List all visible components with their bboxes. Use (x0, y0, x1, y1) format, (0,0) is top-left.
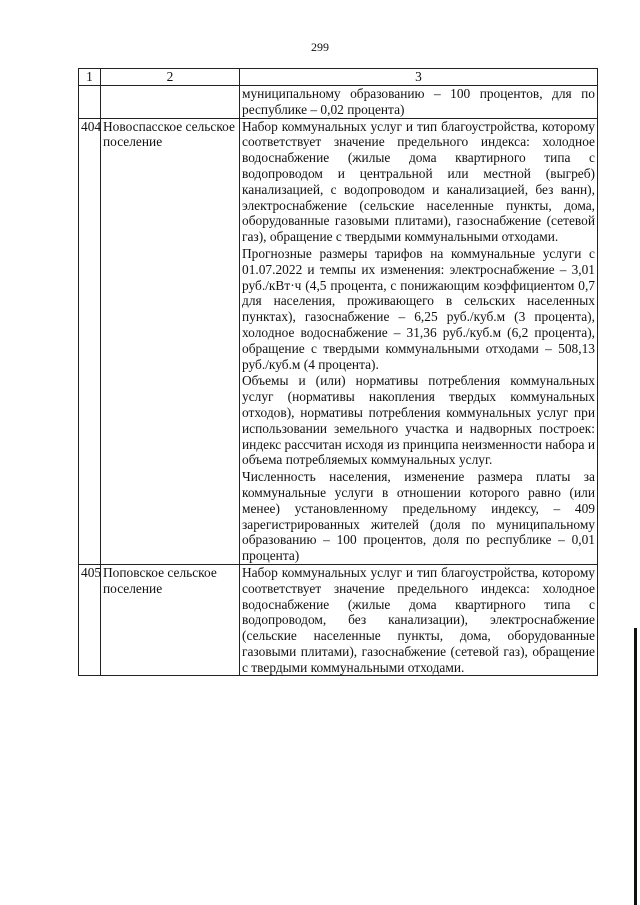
scan-edge-line (634, 628, 637, 905)
settlement-name: Новоспасское сельское поселение (101, 118, 240, 564)
settlement-name (101, 86, 240, 119)
table-row (79, 118, 598, 564)
column-header-name: 2 (101, 69, 240, 86)
description-paragraph: муниципальному образованию – 100 процентов, для по республике – 0,02 процента) (242, 86, 595, 117)
column-header-description: 3 (240, 69, 598, 86)
description-paragraph: Прогнозные размеры тарифов на коммунальные услуги с 01.07.2022 и темпы их изменения: электроснабжение – 3,01 руб./кВт·ч (4,5 процента, с понижающим коэффициентом 0,7 для населения, проживающего в сельских населенных пунктах), газоснабжение – 6,25 руб./куб.м (3 процента), холодное водоснабжение – 31,36 руб./куб.м (6,2 процента), обращение с твердыми коммунальными отходами – 508,13 руб./куб.м (4 процента). (242, 245, 595, 372)
description-paragraph: Численность населения, изменение размера платы за коммунальные услуги в отношении которого равно (или менее) установленному предельному индексу, – 409 зарегистрированных жителей (доля по муниципальному образованию – 100 процентов, доля по республике – 0,01 процента) (242, 469, 595, 564)
description-paragraph: Набор коммунальных услуг и тип благоустройства, которому соответствует значение предельного индекса: холодное водоснабжение (жилые дома квартирного типа с водопроводом, без канализации), электроснабжение (сельские населенные пункты, дома, оборудованные газовыми плитами), газоснабжение (сетевой газ), обращение с твердыми коммунальными отходами. (242, 564, 595, 675)
row-description (240, 118, 598, 564)
table-row (79, 564, 598, 676)
settlement-name: Поповское сельское поселение (101, 564, 240, 676)
description-paragraph: Объемы и (или) нормативы потребления коммунальных услуг (нормативы накопления твердых коммунальных отходов), нормативы потребления коммунальных услуг при использовании земельного участка и надворных построек: индекс рассчитан исходя из принципа неизменности набора и объема потребляемых коммунальных услуг. (242, 373, 595, 468)
tariff-table (78, 68, 598, 676)
row-number (79, 86, 101, 119)
row-description (240, 564, 598, 676)
column-header-number: 1 (79, 69, 101, 86)
row-description (240, 86, 598, 119)
table-header-row (79, 69, 598, 86)
table-row (79, 86, 598, 119)
description-paragraph: Набор коммунальных услуг и тип благоустройства, которому соответствует значение предельного индекса: холодное водоснабжение (жилые дома квартирного типа с водопроводом и центральной или местной (выгреб) канализацией, с водопроводом и канализацией, без ванн), электроснабжение (сельские населенные пункты, дома, оборудованные газовыми плитами), газоснабжение (сетевой газ), обращение с твердыми коммунальными отходами. (242, 118, 595, 245)
row-number: 405 (79, 564, 101, 676)
page-number: 299 (311, 40, 329, 54)
row-number: 404 (79, 118, 101, 564)
